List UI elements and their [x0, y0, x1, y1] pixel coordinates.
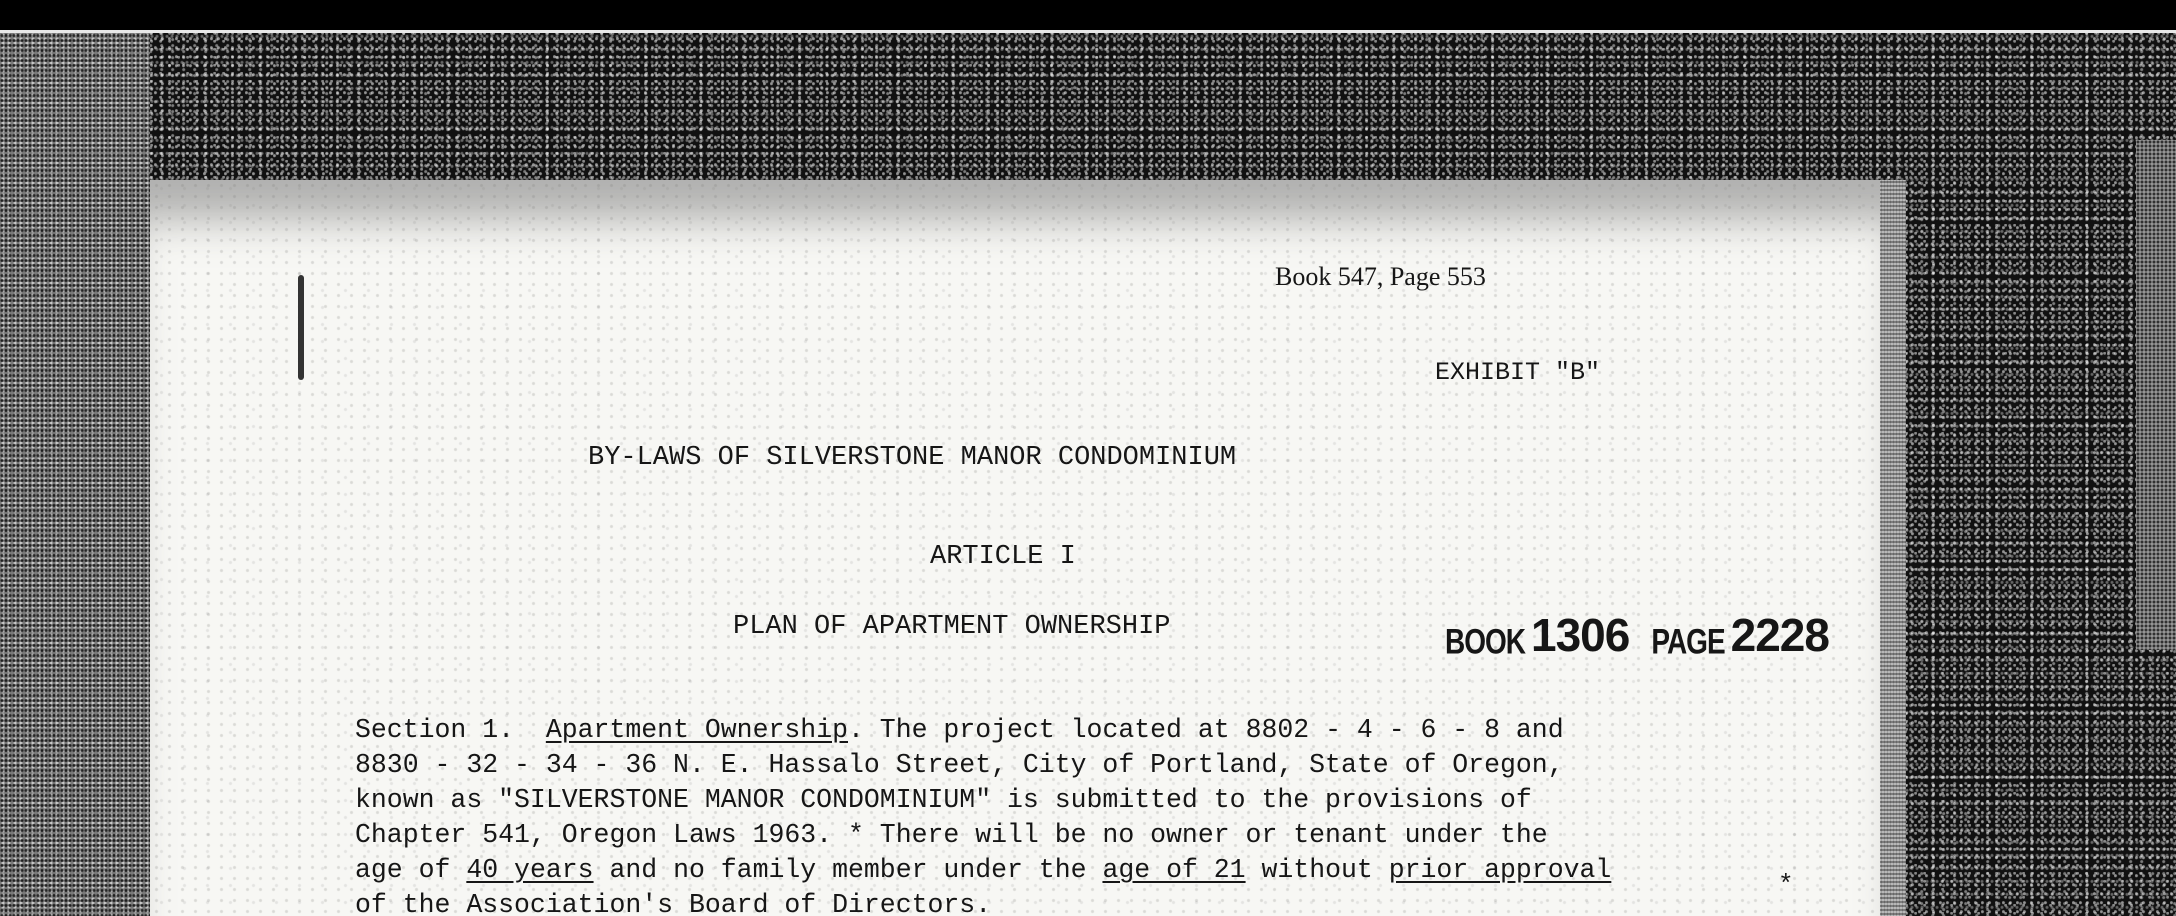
- text-line: Chapter 541, Oregon Laws 1963. * There will be no owner or tenant under the: [355, 820, 1548, 850]
- staple-mark: [298, 275, 304, 380]
- underlined-text: age of 21: [1102, 855, 1246, 885]
- section-number: Section 1.: [355, 715, 515, 745]
- stamp-book-label: BOOK: [1445, 622, 1525, 661]
- stamp-page-label: PAGE: [1651, 622, 1725, 661]
- section-1-paragraph: [355, 713, 1611, 916]
- left-scan-edge: [0, 33, 150, 916]
- top-band: [0, 0, 2176, 33]
- text-line: of the Association's Board of Directors.: [355, 890, 992, 916]
- right-scan-edge: [2136, 140, 2176, 650]
- text-line: [355, 853, 1611, 888]
- margin-asterisk: *: [1778, 870, 1794, 900]
- stamp-page-number: 2228: [1730, 609, 1829, 661]
- page-right-edge: [1880, 180, 1906, 916]
- document-title: BY-LAWS OF SILVERSTONE MANOR CONDOMINIUM: [588, 443, 1237, 473]
- article-number: ARTICLE I: [930, 542, 1076, 572]
- text-line: 8830 - 32 - 34 - 36 N. E. Hassalo Street, City of Portland, State of Oregon,: [355, 750, 1564, 780]
- document-page: [150, 180, 1880, 916]
- article-heading: PLAN OF APARTMENT OWNERSHIP: [733, 612, 1171, 642]
- text-segment: age of: [355, 855, 467, 885]
- section-heading: Apartment Ownership: [545, 715, 848, 745]
- underlined-text: prior approval: [1388, 855, 1612, 885]
- recording-stamp: [1445, 608, 1829, 662]
- book-page-reference: Book 547, Page 553: [1275, 262, 1486, 291]
- text-segment: without: [1245, 855, 1389, 885]
- underlined-text: 40 years: [466, 855, 594, 885]
- text-line: [355, 713, 1611, 748]
- text-line: known as "SILVERSTONE MANOR CONDOMINIUM" is submitted to the provisions of: [355, 785, 1532, 815]
- text-segment: and no family member under the: [593, 855, 1103, 885]
- text-segment: . The project located at 8802 - 4 - 6 - 8 and: [848, 715, 1564, 745]
- exhibit-label: EXHIBIT "B": [1435, 358, 1601, 387]
- stamp-book-number: 1306: [1531, 609, 1630, 661]
